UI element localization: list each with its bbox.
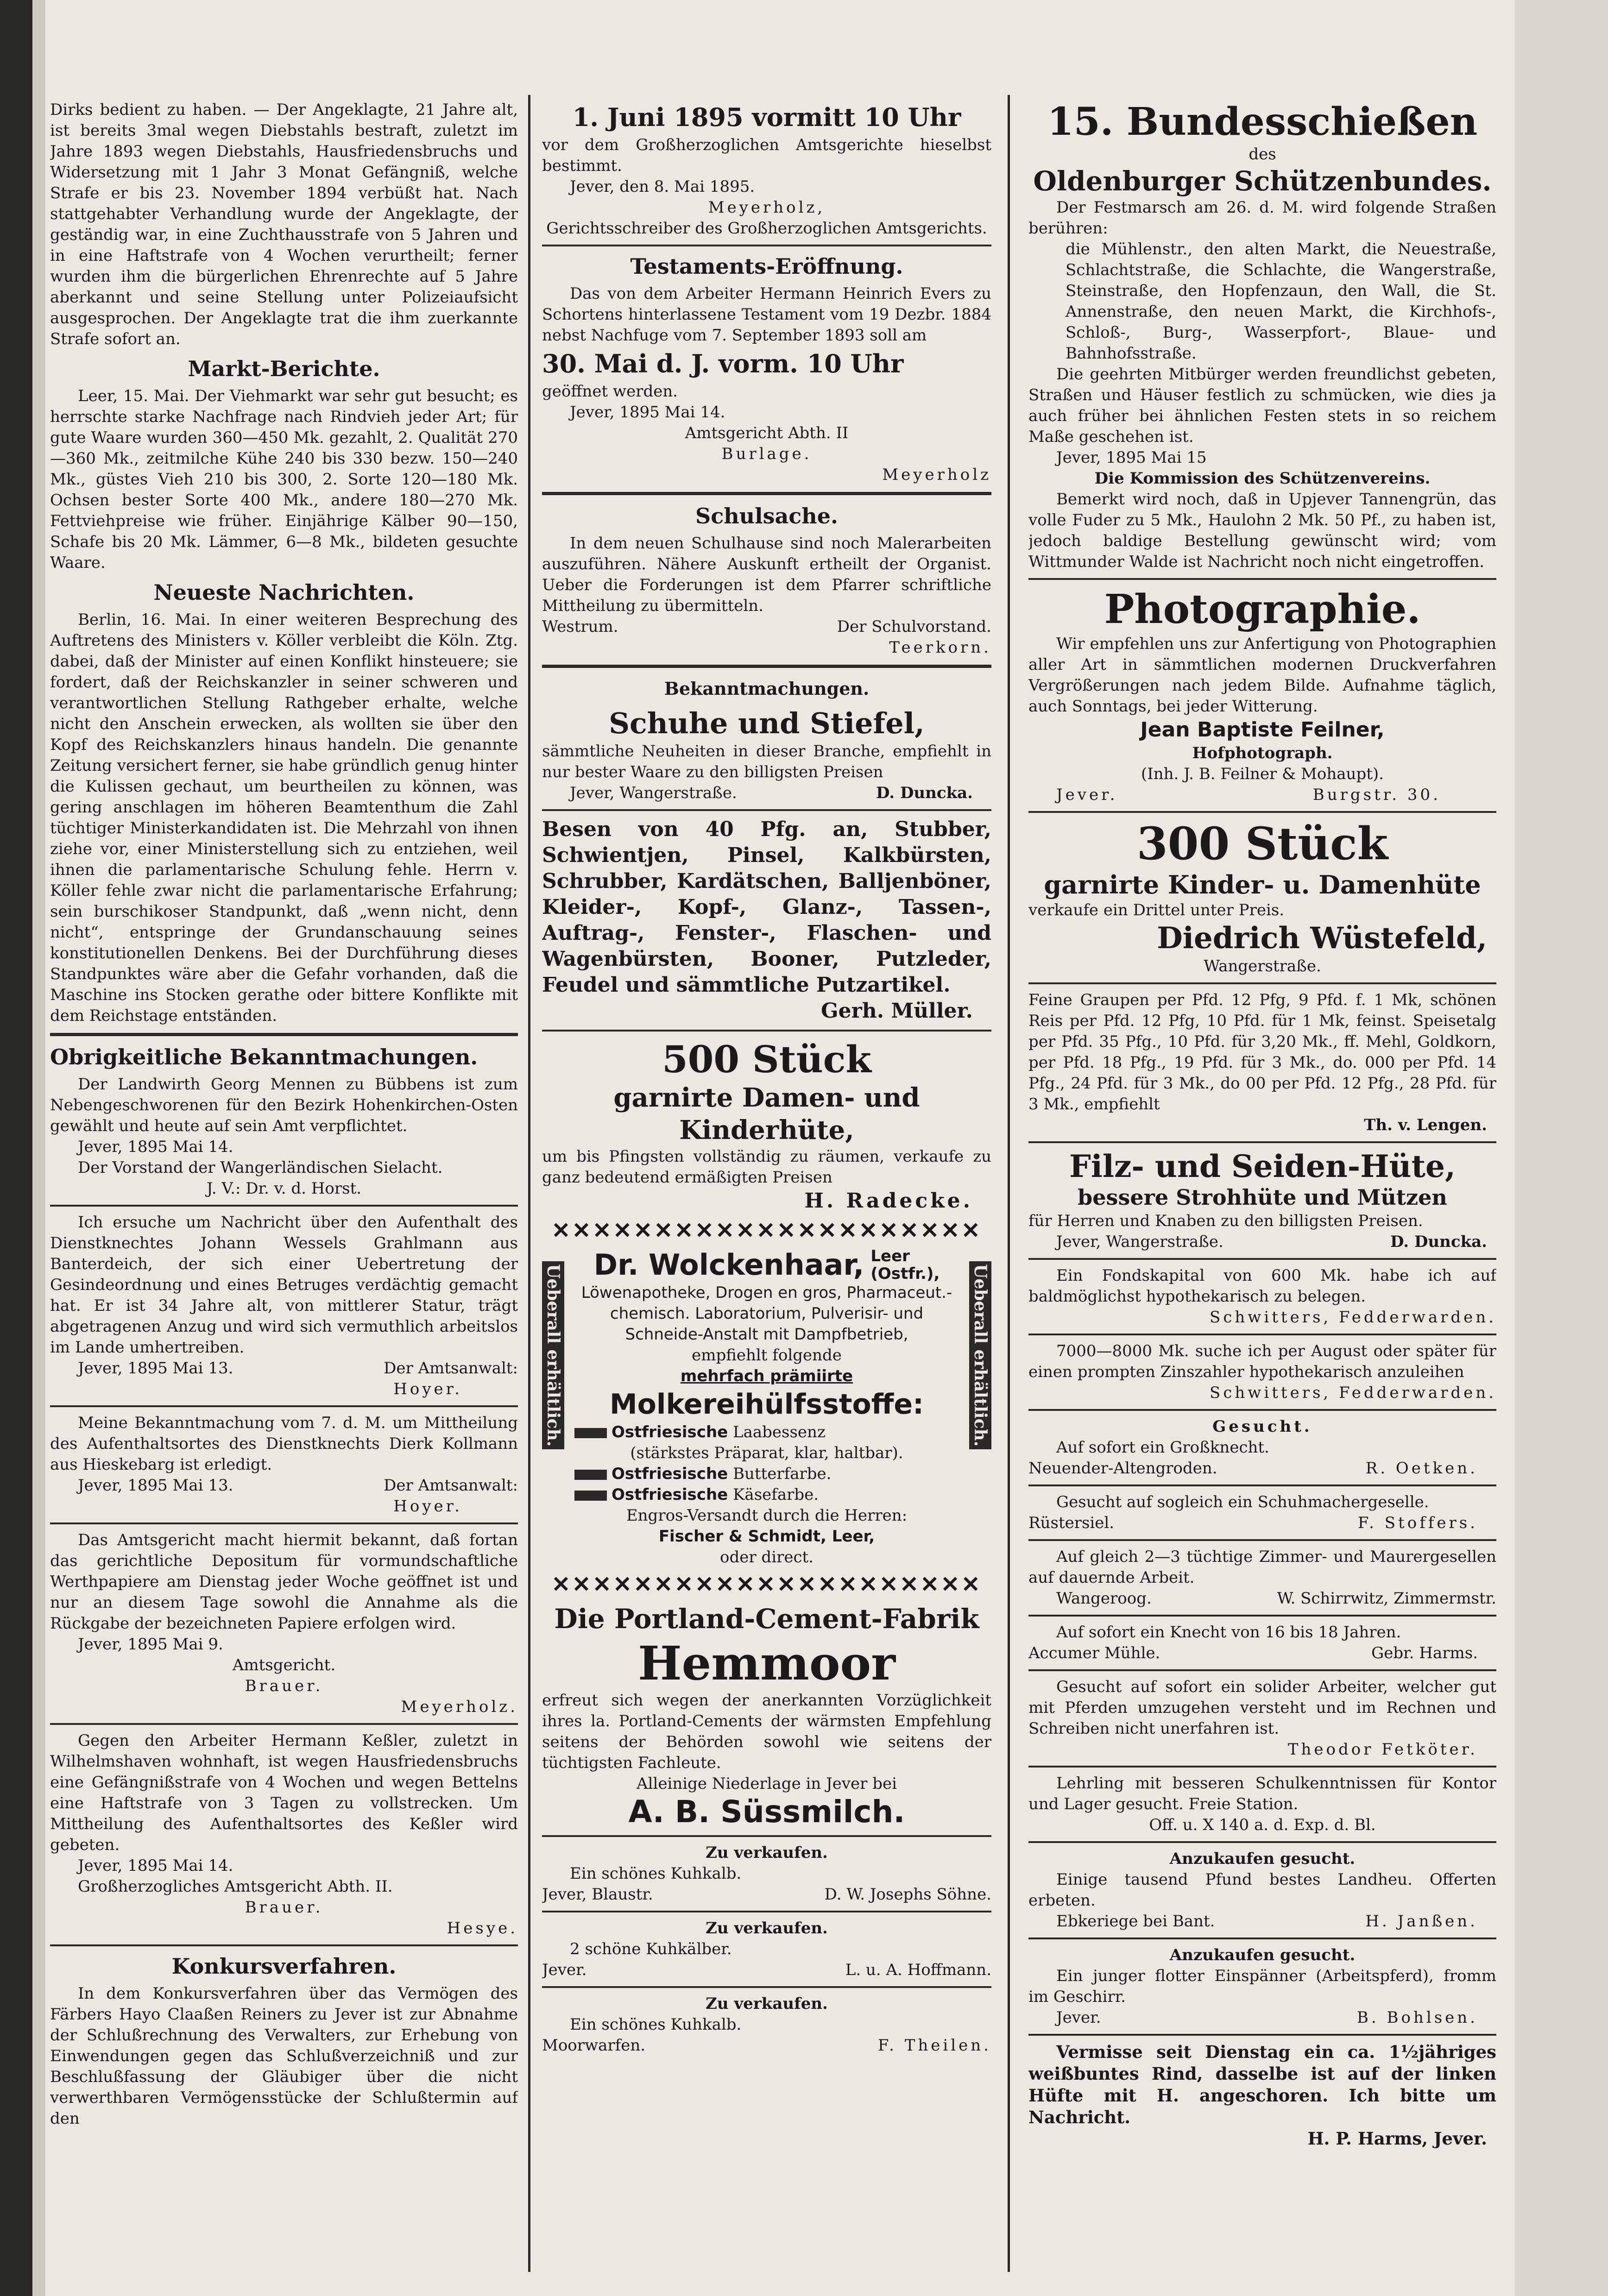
divider xyxy=(1028,1841,1496,1843)
place: Jever. xyxy=(1056,2008,1101,2027)
advertiser: Schwitters, Fedderwarden. xyxy=(1210,1384,1496,1402)
divider xyxy=(542,1986,991,1988)
ad-text: Ein schönes Kuhkalb. xyxy=(570,1864,742,1883)
divider xyxy=(1028,1615,1496,1617)
photo-text: Wir empfehlen uns zur Anfertigung von Photographien aller Art in sämmtlichen modernen Druckverfahren Vergrößerungen nach jedem Bilde. Aufnahme täglich, auch Sonntags, bei jeder Witterung. xyxy=(1028,635,1496,716)
ad-wolckenhaar xyxy=(542,1247,991,1568)
ad-text: Gesucht auf sofort ein solider Arbeiter, welcher gut mit Pferden umzugehen versteht und im Rechnen und Schreiben nicht unerfahren ist. xyxy=(1028,1678,1496,1738)
ad-heading: Zu verkaufen. xyxy=(706,1843,828,1862)
divider xyxy=(50,1405,518,1407)
ad-wolckenhaar-name: Dr. Wolckenhaar, xyxy=(593,1248,864,1282)
advertiser: H. Radecke. xyxy=(804,1189,973,1213)
ad-portland-text: Alleinige Niederlage in Jever bei xyxy=(637,1774,897,1793)
heading-markt: Markt-Berichte. xyxy=(188,356,380,381)
ad-text: Einige tausend Pfund bestes Landheu. Offerten erbeten. xyxy=(1028,1870,1496,1910)
divider xyxy=(1028,1258,1496,1260)
schul-text: In dem neuen Schulhause sind noch Malerarbeiten auszuführen. Nähere Auskunft ertheilt der Organist. Ueber die Forderungen ist dem Pfarrer schriftliche Mittheilung zu übermitteln. xyxy=(542,534,991,615)
bundesschiessen-des: des xyxy=(1249,145,1276,164)
product: Ostfriesische xyxy=(612,1465,728,1483)
notice-date: Jever, 1895 Mai 14. xyxy=(570,403,725,421)
ad-text: mehrfach prämiirte xyxy=(680,1367,853,1385)
page-margin xyxy=(1515,0,1608,2296)
ad-hute-text: um bis Pfingsten vollständig zu räumen, verkaufe zu ganz bedeutend ermäßigten Preisen xyxy=(542,1147,991,1187)
notice-text: vor dem Großherzoglichen Amtsgerichte hieselbst bestimmt. xyxy=(542,136,991,175)
notice-signature: Meyerholz, xyxy=(708,198,826,217)
notice-signature: Amtsgericht Abth. II xyxy=(685,424,849,442)
divider xyxy=(542,1030,991,1032)
divider xyxy=(542,1835,991,1837)
notice-kessler: Gegen den Arbeiter Hermann Keßler, zuletzt in Wilhelmshaven wohnhaft, ist wegen Hausfriedensbruchs eine Gefängnißstrafe von 4 Wochen und wegen Bettelns eine Haftstrafe von 3 Tagen zu vollstrecken. Um Mittheilung des Aufenthaltsortes des Keßler wird gebeten. xyxy=(50,1731,518,1854)
place: Neuender-Altengroden. xyxy=(1028,1459,1217,1478)
divider xyxy=(50,1723,518,1725)
fest-text: Der Festmarsch am 26. d. M. wird folgende Straßen berühren: xyxy=(1028,198,1496,238)
heading-testament: Testaments-Eröffnung. xyxy=(630,254,903,279)
divider xyxy=(1028,1334,1496,1335)
advertiser: R. Oetken. xyxy=(1365,1459,1478,1478)
ad-heading: Zu verkaufen. xyxy=(706,1919,828,1937)
address: Burgstr. 30. xyxy=(1312,786,1441,804)
ad-heading: Zu verkaufen. xyxy=(706,1994,828,2013)
advertiser: Gebr. Harms. xyxy=(1371,1644,1478,1662)
heading-schul: Schulsache. xyxy=(695,503,839,528)
divider xyxy=(1028,1409,1496,1411)
binding-edge xyxy=(0,0,32,2296)
ad-fonds: Ein Fondskapital von 600 Mk. habe ich auf baldmöglichst hypothekarisch zu belegen. xyxy=(1028,1266,1496,1306)
notice-signature: Meyerholz. xyxy=(401,1698,518,1716)
notice-date: Jever, 1895 Mai 15 xyxy=(1056,448,1207,467)
ad-text: verkaufe ein Drittel unter Preis. xyxy=(1028,901,1285,919)
divider xyxy=(542,245,991,246)
advertiser: Gerh. Müller. xyxy=(821,999,973,1023)
ad-graupen: Feine Graupen per Pfd. 12 Pfg, 9 Pfd. f. 1 Mk, schönen Reis per Pfd. 12 Pfg, 10 Pfd. für 1 Mk, feinst. Speisetalg per Pfd. 35 Pfg., 10 Pfd. für 3,20 Mk., ff. Mehl, Goldkorn, per Pfd. 18 Pfg., 19 Pfd. für 3 Mk., do. 000 per Pfd. 14 Pfg., 24 Pfd. für 3 Mk., do 00 per Pfd. 12 Pfg., 28 Pfd. für 3 Mk., empfiehlt xyxy=(1028,991,1496,1113)
ad-text: 2 schöne Kuhkälber. xyxy=(570,1940,732,1958)
ad-text: Auf sofort ein Knecht von 16 bis 18 Jahren. xyxy=(1056,1623,1401,1642)
place: Moorwarfen. xyxy=(542,2036,646,2055)
star-border: ✕✕✕✕✕✕✕✕✕✕✕✕✕✕✕✕✕✕✕✕✕ xyxy=(551,1572,982,1598)
ad-hute-500: 500 Stück xyxy=(662,1038,871,1081)
testament-date: 30. Mai d. J. vorm. 10 Uhr xyxy=(542,349,904,378)
divider xyxy=(50,1522,518,1524)
market-report: Leer, 15. Mai. Der Viehmarkt war sehr gut besucht; es herrschte starke Nachfrage nach Rindvieh jeder Art; für gute Waare wurden 360—450 Mk. gezahlt, 2. Qualität 270—360 Mk., zeitmilche Kühe 240 bis 330 bezw. 150—240 Mk., güstes Vieh 210 bis 300, 2. Sorte 120—180 Mk. Ochsen bester Sorte 400 Mk., andere 180—270 Mk. Fettviehpreise wie früher. Einjährige Kälber 90—150, Schafe bis 20 Mk. Lämmer, 6—8 Mk., bildeten gesuchte Waare. xyxy=(50,387,518,572)
heading-bekanntmachungen: Bekanntmachungen. xyxy=(664,678,870,699)
advertiser: H. P. Harms, Jever. xyxy=(1307,2128,1487,2149)
notice-signature: Brauer. xyxy=(245,1677,323,1695)
divider xyxy=(542,1911,991,1912)
advertiser: D. W. Josephs Söhne. xyxy=(824,1885,991,1904)
place: Jever, Blaustr. xyxy=(542,1885,653,1904)
ad-portland-title: Die Portland-Cement-Fabrik xyxy=(554,1603,979,1635)
divider xyxy=(1028,982,1496,984)
ad-schuhe-title: Schuhe und Stiefel, xyxy=(609,706,925,740)
advertiser: Th. v. Lengen. xyxy=(1364,1116,1487,1134)
advertiser: Theodor Fetköter. xyxy=(1287,1740,1478,1759)
product-note: (stärkstes Präparat, klar, haltbar). xyxy=(630,1444,903,1462)
divider xyxy=(1028,2034,1496,2036)
divider xyxy=(542,809,991,811)
product: Ostfriesische xyxy=(612,1485,728,1504)
pointing-hand-icon xyxy=(574,1428,607,1438)
notice-signature: Amtsgericht. xyxy=(232,1656,336,1674)
notice-signature: Meyerholz xyxy=(882,465,991,484)
heading-neueste: Neueste Nachrichten. xyxy=(153,580,415,605)
divider xyxy=(1028,811,1496,813)
pointing-hand-icon xyxy=(574,1491,607,1501)
notice-signature: Hesye. xyxy=(447,1919,518,1937)
ad-text: Auf sofort ein Großknecht. xyxy=(1056,1438,1269,1457)
ad-text: oder direct. xyxy=(720,1548,813,1566)
notice-amtsgericht: Das Amtsgericht macht hiermit bekannt, daß fortan das gerichtliche Depositum für vormundschaftliche Werthpapiere am Dienstag jeder Woche geöffnet ist und nur an diesem Tage sowohl die Annahme als die Rückgabe der bezeichneten Papiere erfolgen wird. xyxy=(50,1531,518,1633)
divider xyxy=(1028,1141,1496,1143)
product: Ostfriesische xyxy=(612,1423,728,1441)
date-headline: 1. Juni 1895 vormitt 10 Uhr xyxy=(572,102,961,132)
notice-signature: Gerichtsschreiber des Großherzoglichen Amtsgerichts. xyxy=(546,219,987,238)
notice-date: Jever, 1895 Mai 14. xyxy=(78,1138,233,1156)
advertiser: Diedrich Wüstefeld, xyxy=(1157,921,1487,956)
notice-date: Jever, 1895 Mai 13. xyxy=(78,1476,233,1495)
place: Ebkeriege bei Bant. xyxy=(1056,1912,1215,1931)
heading-konkurs: Konkursverfahren. xyxy=(171,1954,397,1979)
advertiser: B. Bohlsen. xyxy=(1356,2008,1478,2027)
notice-meine: Meine Bekanntmachung vom 7. d. M. um Mittheilung des Aufenthaltsortes des Dienstknechts Dierk Kollmann aus Hieskebarg ist erledigt. xyxy=(50,1414,518,1474)
advertiser: Schwitters, Fedderwarden. xyxy=(1210,1308,1496,1327)
ad-text: Auf gleich 2—3 tüchtige Zimmer- und Maurergesellen auf dauernde Arbeit. xyxy=(1028,1547,1496,1587)
place: Jever. xyxy=(542,1961,587,1979)
ad-7000: 7000—8000 Mk. suche ich per August oder später für einen prompten Zinszahler hypothekarisch anzuleihen xyxy=(1028,1342,1496,1381)
advertiser: Jean Baptiste Feilner, xyxy=(1140,718,1385,742)
heading-obrig: Obrigkeitliche Bekanntmachungen. xyxy=(50,1044,478,1069)
advertiser: H. Janßen. xyxy=(1365,1912,1478,1931)
berlin-report: Berlin, 16. Mai. In einer weiteren Besprechung des Auftretens des Ministers v. Köller verbleibt die Köln. Ztg. dabei, daß der Minister auf einen Konflikt hinsteuere; sie fordert, daß der Reichskanzler in seiner schweren und verantwortlichen Stellung Rathgeber erhalte, welche nicht den Anschein erwecken, als wollten sie über den Kopf des Reichskanzlers hinaus handeln. Die genannte Zeitung versichert ferner, sie habe gründlich genug hinter die Kulissen gechaut, um beurtheilen zu können, was gering anschlagen im höheren Beamtenthum die Zahl tüchtiger Ministerkandidaten ist. Die Mehrzahl von ihnen ziehe vor, einer Ministerstellung sich zu entziehen, weil ihnen die parlamentarische Schulung fehle. Herrn v. Köller fehle zwar nicht die parlamentarische Erfahrung; sein burschikoser Standpunkt, daß „wenn nicht, denn nicht“, entspringe der Grundanschauung seines konstitutionellen Denkens. Bei der Durchführung dieses Standpunktes wäre aber die Gefahr vorhanden, daß die Maschine ins Stocken gerathe oder bittere Konflikte mit dem Reichstage entständen. xyxy=(50,610,518,1025)
ad-portland-text: erfreut sich wegen der anerkannten Vorzüglichkeit ihres la. Portland-Cements der wärmsten Empfehlung seitens der Behörden sowohl wie seitens der tüchtigsten Fachleute. xyxy=(542,1691,991,1772)
ad-text: empfiehlt folgende xyxy=(692,1346,842,1365)
side-label: Ueberall erhältlich. xyxy=(969,1261,991,1449)
ad-sussmilch: A. B. Süssmilch. xyxy=(628,1794,905,1830)
divider xyxy=(50,1033,518,1036)
advertiser: F. Theilen. xyxy=(877,2036,991,2055)
place: Westrum. xyxy=(542,617,618,636)
notice-date: Jever, den 8. Mai 1895. xyxy=(570,177,755,196)
notice-signature: Hoyer. xyxy=(393,1497,462,1516)
notice-signature: Der Amtsanwalt: xyxy=(384,1476,518,1495)
place: Rüstersiel. xyxy=(1028,1514,1115,1532)
notice-signature: Burlage. xyxy=(721,445,812,463)
ad-300-stueck: 300 Stück xyxy=(1136,818,1388,870)
notice-konkurs: In dem Konkursverfahren über das Vermögen des Färbers Hayo Claaßen Reiners zu Jever ist zur Abnahme der Schlußrechnung des Verwalters, zur Erhebung von Einwendungen gegen das Schlußverzeichniß und zur Beschlußfassung der Gläubiger über die nicht verwerthbaren Vermögensstücke der Schlußtermin auf den xyxy=(50,1984,518,2128)
place: (Ostfr.), xyxy=(870,1264,940,1283)
ad-text: Löwenapotheke, Drogen en gros, Pharmaceut.-chemisch. Laboratorium, Pulverisir- und Schneide-Anstalt mit Dampfbetrieb, xyxy=(581,1283,952,1344)
divider xyxy=(50,1205,518,1207)
column-rule xyxy=(528,95,530,2272)
binding-gutter xyxy=(32,0,45,2296)
divider xyxy=(1028,1485,1496,1486)
fest-note: Bemerkt wird noch, daß in Upjever Tannengrün, das volle Fuder zu 5 Mk., Haulohn 2 Mk. 50 Pf., zu haben ist, jedoch baldige Bestellung gewünscht wird; vom Wittmunder Walde ist Nachricht noch nicht eingetroffen. xyxy=(1028,490,1496,571)
advertiser: D. Duncka. xyxy=(1390,1233,1487,1251)
place: Jever, Wangerstraße. xyxy=(570,784,737,802)
notice-signature: Der Schulvorstand. xyxy=(837,617,991,636)
notice-signature: Großherzogliches Amtsgericht Abth. II. xyxy=(78,1877,393,1896)
advertiser-title: Hofphotograph. xyxy=(1192,744,1333,762)
advertiser: D. Duncka. xyxy=(876,784,973,802)
testament-text: Das von dem Arbeiter Hermann Heinrich Evers zu Schortens hinterlassene Testament vom 19 Dezbr. 1884 nebst Nachfuge vom 7. September 1893 soll am xyxy=(542,284,991,345)
divider xyxy=(1028,1937,1496,1939)
ad-photographie: Photographie. xyxy=(1104,586,1421,633)
pointing-hand-icon xyxy=(574,1470,607,1480)
divider xyxy=(542,492,991,495)
ad-schuhe-text: sämmtliche Neuheiten in dieser Branche, empfiehlt in nur bester Waare zu den billigsten Preisen xyxy=(542,742,991,781)
ad-molkerei-title: Molkereihülfsstoffe: xyxy=(609,1388,924,1421)
notice-mennen: Der Landwirth Georg Mennen zu Bübbens ist zum Nebengeschworenen für den Bezirk Hohenkirchen-Osten gewählt und heute auf sein Amt verpflichtet. xyxy=(50,1075,518,1135)
notice-signature: Die Kommission des Schützenvereins. xyxy=(1094,469,1431,488)
divider xyxy=(1028,1539,1496,1541)
ad-text: Ein junger flotter Einspänner (Arbeitspferd), fromm im Geschirr. xyxy=(1028,1967,1496,2006)
notice-signature: Der Amtsanwalt: xyxy=(384,1359,518,1378)
column-2 xyxy=(542,100,991,2277)
fest-streets: die Mühlenstr., den alten Markt, die Neuestraße, Schlachtstraße, die Schlachte, die Wangerstraße, Steinstraße, den Hopfenzaun, den Wall, die St. Annenstraße, den neuen Markt, die Kirchhofs-, Schloß-, Burg-, Wasserpfort-, Blaue- und Bahnhofsstraße. xyxy=(1066,240,1496,363)
ad-text: Gesucht auf sogleich ein Schuhmachergeselle. xyxy=(1056,1493,1429,1511)
column-3 xyxy=(1028,100,1496,2277)
place: Jever. xyxy=(1056,786,1118,804)
notice-signature: J. V.: Dr. v. d. Horst. xyxy=(206,1179,362,1198)
ad-hute-title: garnirte Damen- und Kinderhüte, xyxy=(613,1082,920,1145)
divider xyxy=(1028,1669,1496,1671)
ad-heading: Anzukaufen gesucht. xyxy=(1169,1849,1356,1868)
advertiser-note: (Inh. J. B. Feilner & Mohaupt). xyxy=(1141,765,1384,783)
notice-signature: Hoyer. xyxy=(393,1380,462,1398)
ad-heading: Anzukaufen gesucht. xyxy=(1169,1946,1356,1964)
column-1 xyxy=(50,100,518,2277)
ad-vermisse: Vermisse seit Dienstag ein ca. 1½jähriges weißbuntes Rind, dasselbe ist auf der linken Hüfte mit H. angeschoren. Ich bitte um Nachricht. xyxy=(1028,2042,1496,2127)
column-rule xyxy=(1008,95,1010,2272)
advertiser: L. u. A. Hoffmann. xyxy=(845,1961,991,1979)
place: Jever, Wangerstraße. xyxy=(1056,1233,1223,1251)
divider xyxy=(542,665,991,668)
product: Käsefarbe. xyxy=(733,1485,819,1504)
ad-text: Engros-Versandt durch die Herren: xyxy=(626,1506,908,1525)
ad-text: Fischer & Schmidt, Leer, xyxy=(658,1527,875,1546)
address: Wangerstraße. xyxy=(1204,957,1321,975)
place: Leer xyxy=(870,1247,910,1265)
ad-filz-sub: bessere Strohhüte und Mützen xyxy=(1078,1185,1447,1210)
advertiser: W. Schirrwitz, Zimmermstr. xyxy=(1277,1589,1496,1608)
divider xyxy=(1028,1766,1496,1768)
advertiser: F. Stoffers. xyxy=(1357,1514,1478,1532)
notice-ersuche: Ich ersuche um Nachricht über den Aufenthalt des Dienstknechtes Johann Wessels Grahlmann aus Banterdeich, der sich einer Uebertretung der Gesindeordnung und eines Betruges verdächtig gemacht hat. Er ist 34 Jahre alt, von mittlerer Statur, trägt abgetragenen Anzug und wird sich vermuthlich arbeitslos im Lande umhertreiben. xyxy=(50,1213,518,1357)
notice-signature: Brauer. xyxy=(245,1898,323,1917)
ad-heading: Gesucht. xyxy=(1212,1417,1312,1436)
notice-date: Jever, 1895 Mai 9. xyxy=(78,1635,223,1654)
notice-signature: Der Vorstand der Wangerländischen Sielacht. xyxy=(78,1158,443,1177)
product: Laabessenz xyxy=(733,1423,826,1441)
ad-besen: Besen von 40 Pfg. an, Stubber, Schwientjen, Pinsel, Kalkbürsten, Schrubber, Kardätschen, Balljenböner, Kleider-, Kopf-, Glanz-, Tassen-, Auftrag-, Fenster-, Flaschen- und Wagenbürsten, Booner, Putzleder, Feudel und sämmtliche Putzartikel. xyxy=(542,818,991,997)
advertiser: Off. u. X 140 a. d. Exp. d. Bl. xyxy=(1149,1816,1376,1834)
ad-text: Ein schönes Kuhkalb. xyxy=(570,2015,742,2034)
place: Accumer Mühle. xyxy=(1028,1644,1160,1662)
divider xyxy=(1028,578,1496,580)
star-border: ✕✕✕✕✕✕✕✕✕✕✕✕✕✕✕✕✕✕✕✕✕ xyxy=(551,1218,982,1244)
testament-text: geöffnet werden. xyxy=(542,382,678,401)
divider xyxy=(50,1944,518,1946)
side-label: Ueberall erhältlich. xyxy=(542,1261,564,1449)
ad-text: Lehrling mit besseren Schulkenntnissen für Kontor und Lager gesucht. Freie Station. xyxy=(1028,1774,1496,1813)
bundesschiessen-sub: Oldenburger Schützenbundes. xyxy=(1033,165,1492,197)
fest-text: Die geehrten Mitbürger werden freundlichst gebeten, Straßen und Häuser festlich zu schmücken, wie dies ja auch früher bei ähnlichen Festen stets in so reichem Maße geschehen ist. xyxy=(1028,365,1496,446)
product: Butterfarbe. xyxy=(733,1465,832,1483)
notice-date: Jever, 1895 Mai 13. xyxy=(78,1359,233,1378)
place: Wangeroog. xyxy=(1056,1589,1152,1608)
ad-text: für Herren und Knaben zu den billigsten Preisen. xyxy=(1028,1212,1423,1230)
notice-date: Jever, 1895 Mai 14. xyxy=(78,1856,233,1875)
ad-300-title: garnirte Kinder- u. Damenhüte xyxy=(1044,870,1481,900)
ad-hemmoor: Hemmoor xyxy=(638,1636,895,1691)
notice-signature: Teerkorn. xyxy=(889,638,991,657)
bundesschiessen-title: 15. Bundesschießen xyxy=(1047,100,1478,144)
ad-filz-title: Filz- und Seiden-Hüte, xyxy=(1069,1148,1456,1184)
court-report: Dirks bedient zu haben. — Der Angeklagte, 21 Jahre alt, ist bereits 3mal wegen Diebstahls bestraft, zuletzt im Jahre 1893 wegen Diebstahls, Hausfriedensbruchs und Widersetzung mit 1 Jahr 3 Monat Gefängniß, welche Strafe er bis 23. November 1894 verbüßt hat. Nach stattgehabter Verhandlung wurde der Angeklagte, der geständig war, in eine Zuchthausstrafe von 5 Jahren und in eine Haftstrafe von 4 Wochen verurtheilt; ferner wurden ihm die bürgerlichen Ehrenrechte auf 5 Jahre aberkannt und seine Stellung unter Polizeiaufsicht ausgesprochen. Der Angeklagte trat die ihm zuerkannte Strafe sofort an. xyxy=(50,101,518,348)
